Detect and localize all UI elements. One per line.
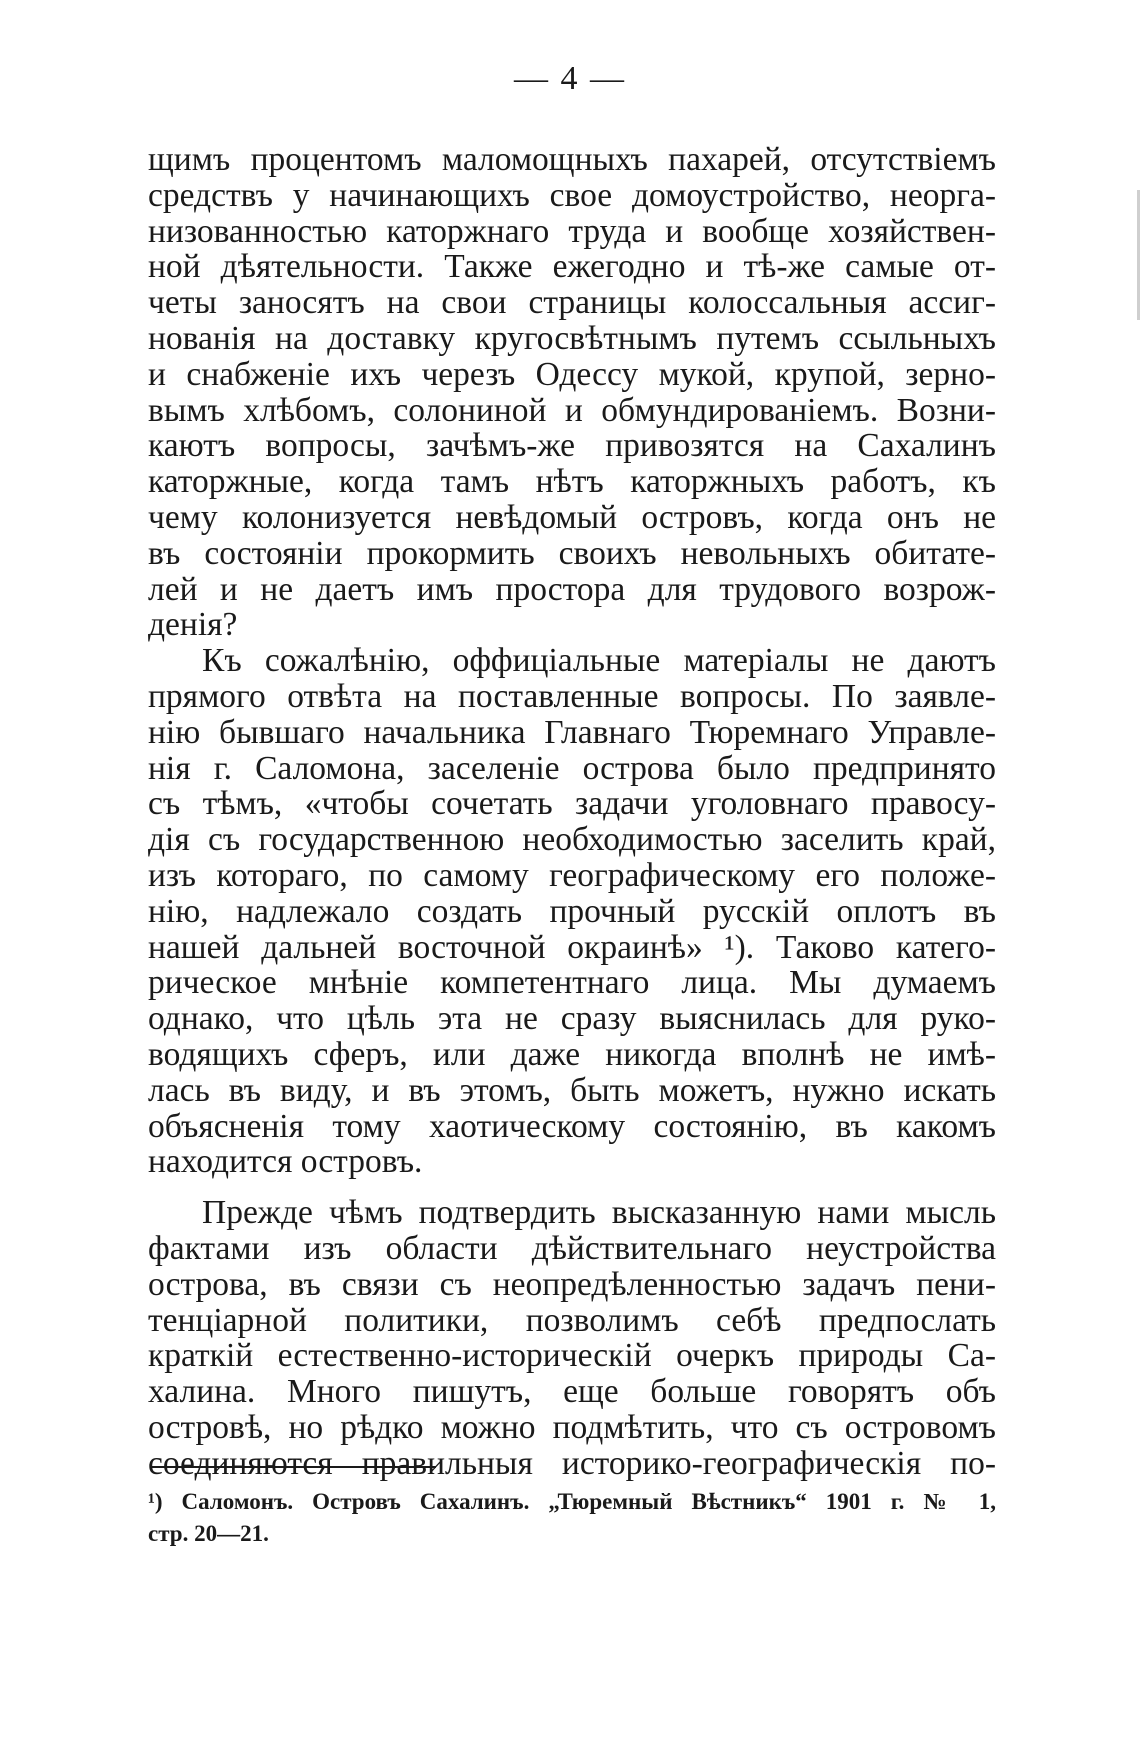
text-line: каютъ вопросы, зачѣмъ-же привозятся на Сахалинъ [148, 427, 996, 465]
text-line: прямого отвѣта на поставленные вопросы. По заявле- [148, 677, 996, 715]
text-line: и снабженіе ихъ черезъ Одессу мукой, крупой, зерно- [148, 355, 996, 393]
text-line: острова, въ связи съ неопредѣленностью задачъ пени- [148, 1265, 996, 1303]
text-line: островѣ, но рѣдко можно подмѣтить, что съ островомъ [148, 1408, 996, 1446]
text-line: съ тѣмъ, «чтобы сочетать задачи уголовнаго правосу- [148, 785, 996, 823]
page-number: — 4 — [514, 60, 626, 97]
text-line: лей и не даетъ имъ простора для трудового возрож- [148, 570, 996, 608]
text-line: дія съ государственною необходимостью заселить край, [148, 821, 996, 859]
body-text [148, 142, 996, 1481]
text-line: нашей дальней восточной окраинѣ» ¹). Таково катего- [148, 928, 996, 966]
text-line: четы заносятъ на свои страницы колоссальныя ассиг- [148, 284, 996, 322]
text-line: водящихъ сферъ, или даже никогда вполнѣ не имѣ- [148, 1035, 996, 1073]
text-line: халина. Много пишутъ, еще больше говорятъ объ [148, 1373, 996, 1411]
text-line: нію бывшаго начальника Главнаго Тюремнаго Управле- [148, 713, 996, 751]
text-line: щимъ процентомъ маломощныхъ пахарей, отсутствіемъ [148, 141, 996, 178]
footnote [148, 1486, 996, 1550]
text-line: ной дѣятельности. Также ежегодно и тѣ-же самые от- [148, 248, 996, 286]
text-line: фактами изъ области дѣйствительнаго неустройства [148, 1229, 996, 1267]
text-line: вымъ хлѣбомъ, солониной и обмундированіемъ. Возни- [148, 391, 996, 429]
text-line: Къ сожалѣнію, оффиціальные матеріалы не даютъ [202, 642, 996, 680]
text-line: изъ котораго, по самому географическому его положе- [148, 856, 996, 894]
text-line: средствъ у начинающихъ свое домоустройство, неорга- [148, 176, 996, 214]
text-line: краткій естественно-историческій очеркъ природы Са- [148, 1337, 996, 1375]
footnote-divider [150, 1466, 436, 1468]
text-line: рическое мнѣніе компетентнаго лица. Мы думаемъ [148, 964, 996, 1002]
text-line: чему колонизуется невѣдомый островъ, когда онъ не [148, 498, 996, 536]
text-line: низованностью каторжнаго труда и вообще хозяйствен- [148, 212, 996, 250]
text-line: соединяются правильныя историко-географическія по- [148, 1444, 996, 1482]
text-line: въ состояніи прокормить своихъ невольныхъ обитате- [148, 534, 996, 572]
text-line: тенціарной политики, позволимъ себѣ предпослать [148, 1301, 996, 1339]
text-line: денія? [148, 606, 238, 644]
text-line: находится островъ. [148, 1143, 423, 1181]
text-line: нованія на доставку кругосвѣтнымъ путемъ ссыльныхъ [148, 319, 996, 357]
text-line: Прежде чѣмъ подтвердить высказанную нами мысль [202, 1194, 996, 1232]
text-line: нія г. Саломона, заселеніе острова было предпринято [148, 749, 996, 787]
paragraph-3 [148, 1195, 996, 1481]
text-line: объясненія тому хаотическому состоянію, въ какомъ [148, 1107, 996, 1145]
text-line: нію, надлежало создать прочный русскій оплотъ въ [148, 892, 996, 930]
text-line: однако, что цѣль эта не сразу выяснилась для руко- [148, 1000, 996, 1038]
text-line: лась въ виду, и въ этомъ, быть можетъ, нужно искать [148, 1071, 996, 1109]
paragraph-1 [148, 142, 996, 643]
paragraph-2 [148, 643, 996, 1180]
footnote-line: ¹) Саломонъ. Островъ Сахалинъ. „Тюремный Вѣстникъ“ 1901 г. № 1, [148, 1489, 996, 1514]
text-line: каторжные, когда тамъ нѣтъ каторжныхъ работъ, къ [148, 463, 996, 501]
footnote-line: стр. 20—21. [148, 1521, 269, 1546]
